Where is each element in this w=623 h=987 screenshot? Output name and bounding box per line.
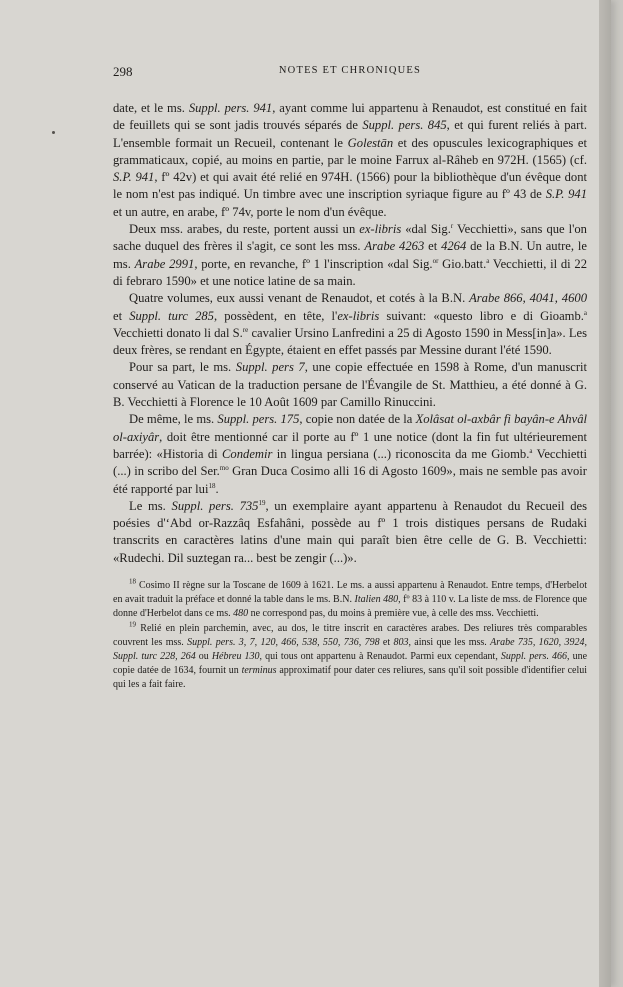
footnotes — [113, 579, 587, 691]
text-run: Quatre volumes, eux aussi venant de Renaudot, et cotés à la B.N. — [129, 291, 470, 306]
text-run: , un exemplaire ayant appartenu à Renaudot du Recueil des poésies d'‘Abd or-Razzâq Esfahâni, possède au fº 1 trois distiques persans de Rudaki transcrits en caractères latins d'une main qui paraît bien être celle de G. B. Vecchietti: «Rudechi. Dil suztegan ra... best be zengir (...)». — [113, 498, 587, 565]
text-run: Arabe 866, 4041, 4600 — [469, 291, 587, 306]
text-run: «dal Sig. — [401, 222, 451, 237]
text-run: , une copie effectuée en 1598 à Rome, d'un manuscrit conservé au Vatican de la traduction persane de l'Évangile de St. Matthieu, a été donné à G. B. Vecchietti à Florence le 10 Août 1609 par Camillo Rinuccini. — [113, 360, 588, 410]
text-run: date, et le ms. — [113, 101, 189, 115]
text-run: Arabe 735, 1620, 3924, Suppl. turc 228, 264 — [113, 637, 588, 662]
text-run: 803 — [393, 637, 409, 649]
text-run: et — [113, 308, 130, 323]
text-run: Vecchietti donato li dal S. — [113, 325, 243, 340]
paragraph-5 — [113, 411, 587, 497]
text-run: a — [486, 256, 490, 265]
text-run: re — [242, 325, 249, 334]
text-run: ex-libris — [359, 222, 402, 237]
text-run: et des opuscules lexicographiques et grammaticaux, copié, au moins en partie, par le moine Farrux al-Râheb en 972H. (1565) (cf. — [113, 135, 588, 167]
text-run: , qui tous ont appartenu à Renaudot. Parmi eux cependant, — [259, 651, 501, 662]
text-run: de la B.N. Un autre, le ms. — [113, 239, 587, 271]
paragraph-2 — [113, 221, 587, 290]
text-run: , et qui furent reliés à part. L'ensemble formait un Recueil, contenant le — [113, 118, 587, 150]
text-run: , fº 83 à 110 v. La liste de mss. de Florence que donne d'Herbelot dans ce ms. — [113, 593, 587, 619]
text-run: Relié en plein parchemin, avec, au dos, le titre inscrit en caractères arabes. Des reliures très comparables couvrent les mss. — [113, 623, 587, 649]
footnote-2 — [113, 622, 587, 691]
text-run: Gran Duca Cosimo alli 16 di Agosto 1609», mais ne semble pas avoir été rapporté par lui — [113, 464, 587, 496]
text-run: Le ms. — [129, 498, 172, 513]
text-run: S.P. 941 — [113, 170, 155, 185]
text-run: Italien 480 — [354, 593, 399, 605]
text-run: , doit être mentionné car il porte au fº 1 une notice (dont la fin fut ultérieurement barrée): «Historia di — [113, 429, 587, 461]
text-run: et — [379, 637, 394, 649]
text-run: 19 — [258, 498, 266, 507]
text-run: cavalier Ursino Lanfredini a 25 di Agosto 1590 in Mess[in]a». Les deux frères, se rendant en Égypte, étaient en effet passés par Messine durant l'été 1590. — [113, 325, 587, 358]
text-run: 19 — [129, 621, 136, 630]
text-run: Arabe 4263 — [364, 239, 425, 254]
text-run: Vecchietti», sans que l'on sache duquel des frères il s'agit, ce sont les mss. — [113, 222, 587, 254]
text-run: . — [215, 481, 219, 496]
text-run: 480 — [233, 607, 249, 619]
footnote-1 — [113, 579, 587, 620]
text-run: Suppl. pers. 941 — [188, 101, 273, 115]
text-run: mo — [219, 464, 229, 473]
text-run: terminus — [241, 664, 277, 676]
text-run: , ainsi que les mss. — [408, 637, 491, 649]
text-run: Arabe 2991 — [134, 256, 195, 271]
page-edge — [599, 0, 611, 987]
paragraph-3 — [113, 290, 587, 359]
text-run: Suppl. pers. 3, 7, 120, 466, 538, 550, 736, 798 — [187, 637, 380, 649]
page-number: 298 — [113, 64, 133, 79]
text-run: Suppl. pers. 466 — [500, 651, 568, 662]
text-run: Vecchietti, il di 22 di febraro 1590» et une notice latine de sa main. — [113, 256, 587, 288]
text-run: Suppl. pers. 175 — [217, 412, 300, 427]
text-run: Pour sa part, le ms. — [129, 360, 236, 375]
text-run: , ayant comme lui appartenu à Renaudot, est constitué en fait de feuillets qui se sont jadis trouvés séparés de — [113, 101, 587, 133]
text-run: Deux mss. arabes, du reste, portent aussi un — [129, 222, 360, 237]
text-run: 4264 — [441, 239, 467, 254]
text-run: Suppl. pers 7 — [235, 360, 305, 375]
text-run: a — [529, 446, 533, 455]
text-run: Golestān — [347, 135, 394, 150]
text-run: suivant: «questo libro e di Gioamb. — [379, 308, 584, 323]
text-run: a — [583, 308, 588, 317]
text-run: et — [424, 239, 442, 254]
paragraph-6 — [113, 498, 587, 567]
text-run: Vecchietti (...) in scribo del Ser. — [113, 446, 587, 479]
text-run: 18 — [129, 577, 136, 586]
text-run: , copie non datée de la — [299, 412, 416, 427]
text-run: , possèdent, en tête, l' — [213, 308, 338, 323]
paragraph-1 — [113, 100, 587, 221]
text-run: Hébreu 130 — [211, 651, 260, 662]
text-run: Gio.batt. — [438, 256, 487, 271]
text-run: 18 — [208, 481, 216, 490]
text-run: ne correspond pas, du moins à première vue, à celle des mss. Vecchietti. — [248, 607, 539, 619]
page-header — [113, 64, 587, 84]
text-run: Suppl. pers. 735 — [171, 498, 259, 513]
text-run: S.P. 941 — [545, 187, 588, 202]
text-run: ou — [195, 651, 212, 662]
text-run: , une copie datée de 1634, fournit un — [113, 651, 588, 676]
text-run: et un autre, en arabe, fº 74v, porte le nom d'un évêque. — [113, 204, 387, 219]
text-run: Xolâsat ol-axbâr fi bayân-e Ahvâl ol-axiyâr — [113, 412, 587, 444]
running-head: NOTES ET CHRONIQUES — [278, 65, 422, 76]
page-content — [113, 64, 587, 693]
text-run: r — [450, 221, 454, 230]
text-run: ex-libris — [337, 308, 380, 323]
text-run: approximatif pour dater ces reliures, sans qu'il soit possible d'identifier celui qui les a fait faire. — [113, 664, 587, 690]
text-run: De même, le ms. — [129, 412, 218, 427]
text-run: , porte, en revanche, fº 1 l'inscription «dal Sig. — [194, 256, 433, 271]
text-run: or — [432, 256, 439, 265]
text-run: in lingua persiana (...) riconoscita da me Giomb. — [272, 446, 530, 461]
text-run: Suppl. pers. 845 — [362, 118, 447, 133]
text-run: Cosimo II règne sur la Toscane de 1609 à 1621. Le ms. a aussi appartenu à Renaudot. Entre temps, d'Herbelot en avait traduit la préface et donné la table dans le ms. B.N. — [113, 580, 587, 605]
body-text — [113, 100, 587, 567]
text-run: , fº 42v) et qui avait été relié en 974H. (1566) pour la bibliothèque d'un évêque dont le nom n'est pas indiqué. Un timbre avec une inscription syriaque figure au fº 43 de — [113, 170, 587, 202]
text-run: Suppl. turc 285 — [129, 308, 214, 323]
text-run: Condemir — [222, 446, 273, 461]
paragraph-4 — [113, 359, 587, 411]
margin-mark — [52, 131, 55, 134]
